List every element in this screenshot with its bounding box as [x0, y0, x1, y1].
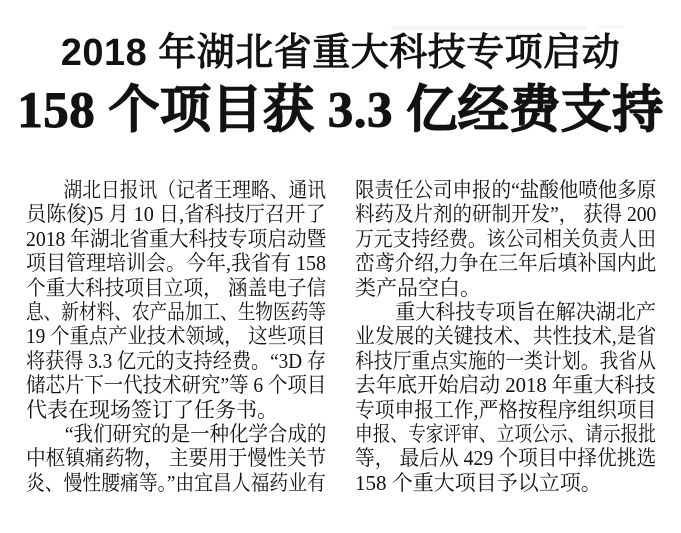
body-text-line: 限责任公司申报的“盐酸他喷他多原	[355, 178, 657, 202]
body-text-line: 峦鸢介绍,力争在三年后填补国内此	[355, 251, 657, 276]
body-text-line: 2018 年湖北省重大科技专项启动暨	[26, 226, 327, 251]
body-text-line: 去年底开始启动 2018 年重大科技	[355, 373, 656, 398]
body-text-line: “我们研究的是一种化学合成的	[26, 421, 327, 446]
body-text-line: 员陈俊)5 月 10 日,省科技厅召开了	[26, 202, 326, 227]
body-text-line: 个重大科技项目立项， 涵盖电子信	[26, 275, 327, 300]
body-text-line: 息、新材料、农产品加工、生物医药等	[26, 299, 326, 324]
body-text-line: 项目管理培训会。今年,我省有 158	[26, 251, 326, 276]
body-text-line: 业发展的关键技术、共性技术,是省	[355, 324, 657, 349]
body-text-line: 158 个重大项目予以立项。	[355, 470, 602, 495]
body-text-line: 类产品空白。	[355, 275, 481, 300]
body-text-line: 等， 最后从 429 个项目中择优挑选	[355, 446, 657, 471]
kicker-headline: 2018 年湖北省重大科技专项启动	[60, 32, 621, 74]
body-text-line: 湖北日报讯（记者王理略、通讯	[26, 178, 326, 202]
body-text-line: 19 个重点产业技术领域， 这些项目	[26, 324, 326, 349]
article-column-left	[26, 178, 326, 495]
body-text-line: 中枢镇痛药物， 主要用于慢性关节	[26, 446, 327, 471]
article-column-right	[355, 178, 656, 495]
main-headline: 158 个项目获 3.3 亿经费支持	[17, 83, 664, 139]
body-text-line: 万元支持经费。该公司相关负责人田	[355, 226, 656, 251]
body-text-line: 专项申报工作,严格按程序组织项目	[355, 397, 657, 422]
scan-artifact	[598, 25, 624, 28]
body-text-line: 代表在现场签订了任务书。	[26, 397, 278, 422]
body-text-line: 炎、慢性腰痛等。”由宜昌人福药业有	[26, 470, 326, 495]
body-text-line: 将获得 3.3 亿元的支持经费。“3D 存	[26, 348, 326, 373]
body-text-line: 重大科技专项旨在解决湖北产	[355, 299, 656, 324]
body-text-line: 科技厅重点实施的一类计划。我省从	[355, 348, 656, 373]
body-text-line: 料药及片剂的研制开发”， 获得 200	[355, 202, 657, 227]
body-text-line: 申报、专家评审、立项公示、请示报批	[355, 421, 656, 446]
body-text-line: 储芯片下一代技术研究”等 6 个项目	[26, 373, 327, 398]
